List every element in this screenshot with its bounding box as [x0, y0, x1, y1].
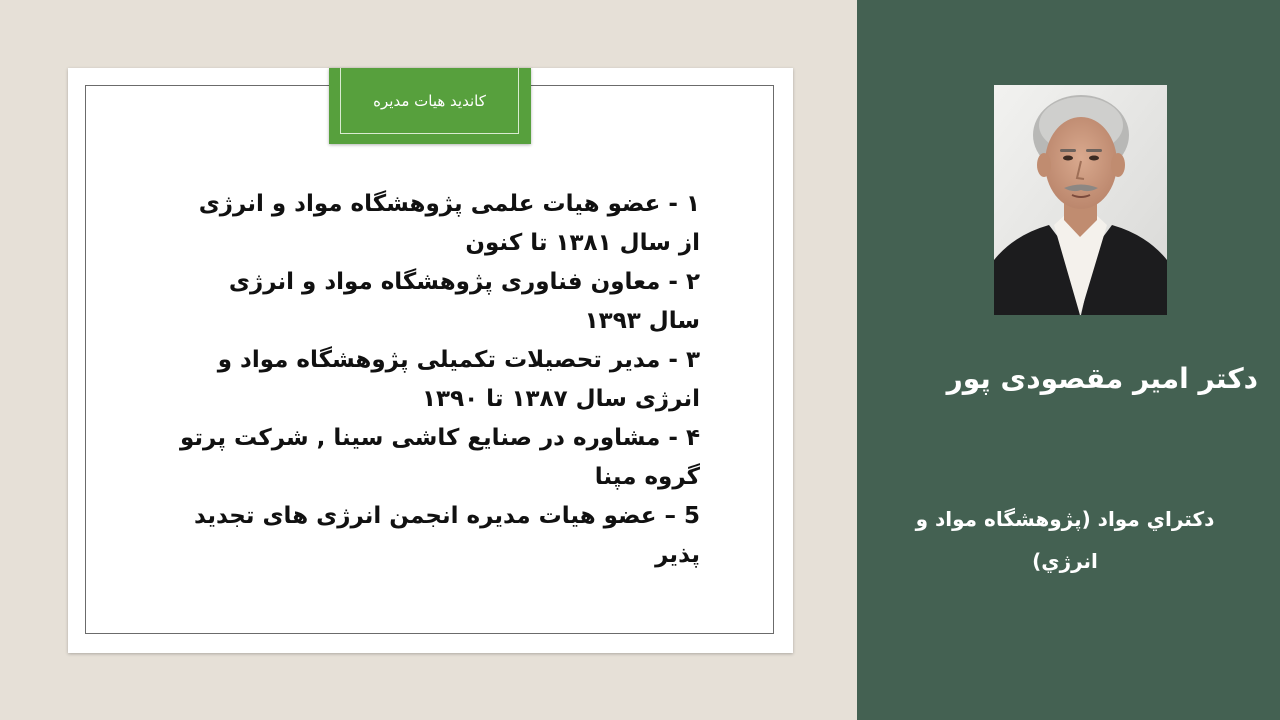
position-list	[180, 185, 700, 575]
list-item: ۱ - عضو هیات علمی پژوهشگاه مواد و انرژی از سال ۱۳۸۱ تا کنون	[198, 191, 700, 256]
profile-name: دکتر امیر مقصودی پور	[946, 362, 1258, 395]
title-tab-frame	[340, 68, 519, 134]
list-item: ۴ - مشاوره در صنایع کاشی سینا , شرکت پرتو گروه مپنا	[179, 425, 700, 490]
profile-degree: دكتراي مواد (پژوهشگاه مواد و انرژي)	[915, 507, 1215, 573]
title-tab	[329, 68, 531, 144]
portrait-image	[994, 85, 1167, 315]
content-card	[68, 68, 793, 653]
list-item: ۳ - مدیر تحصیلات تکمیلی پژوهشگاه مواد و انرژی سال ۱۳۸۷ تا ۱۳۹۰	[217, 347, 700, 412]
list-item: 5 – عضو هیات مدیره انجمن انرژی های تجدید پذیر	[194, 503, 700, 568]
slide-title: کاندید هیات مدیره	[373, 91, 486, 110]
list-item: ۲ - معاون فناوری پژوهشگاه مواد و انرژی سال ۱۳۹۳	[228, 269, 700, 334]
profile-photo	[994, 85, 1167, 315]
